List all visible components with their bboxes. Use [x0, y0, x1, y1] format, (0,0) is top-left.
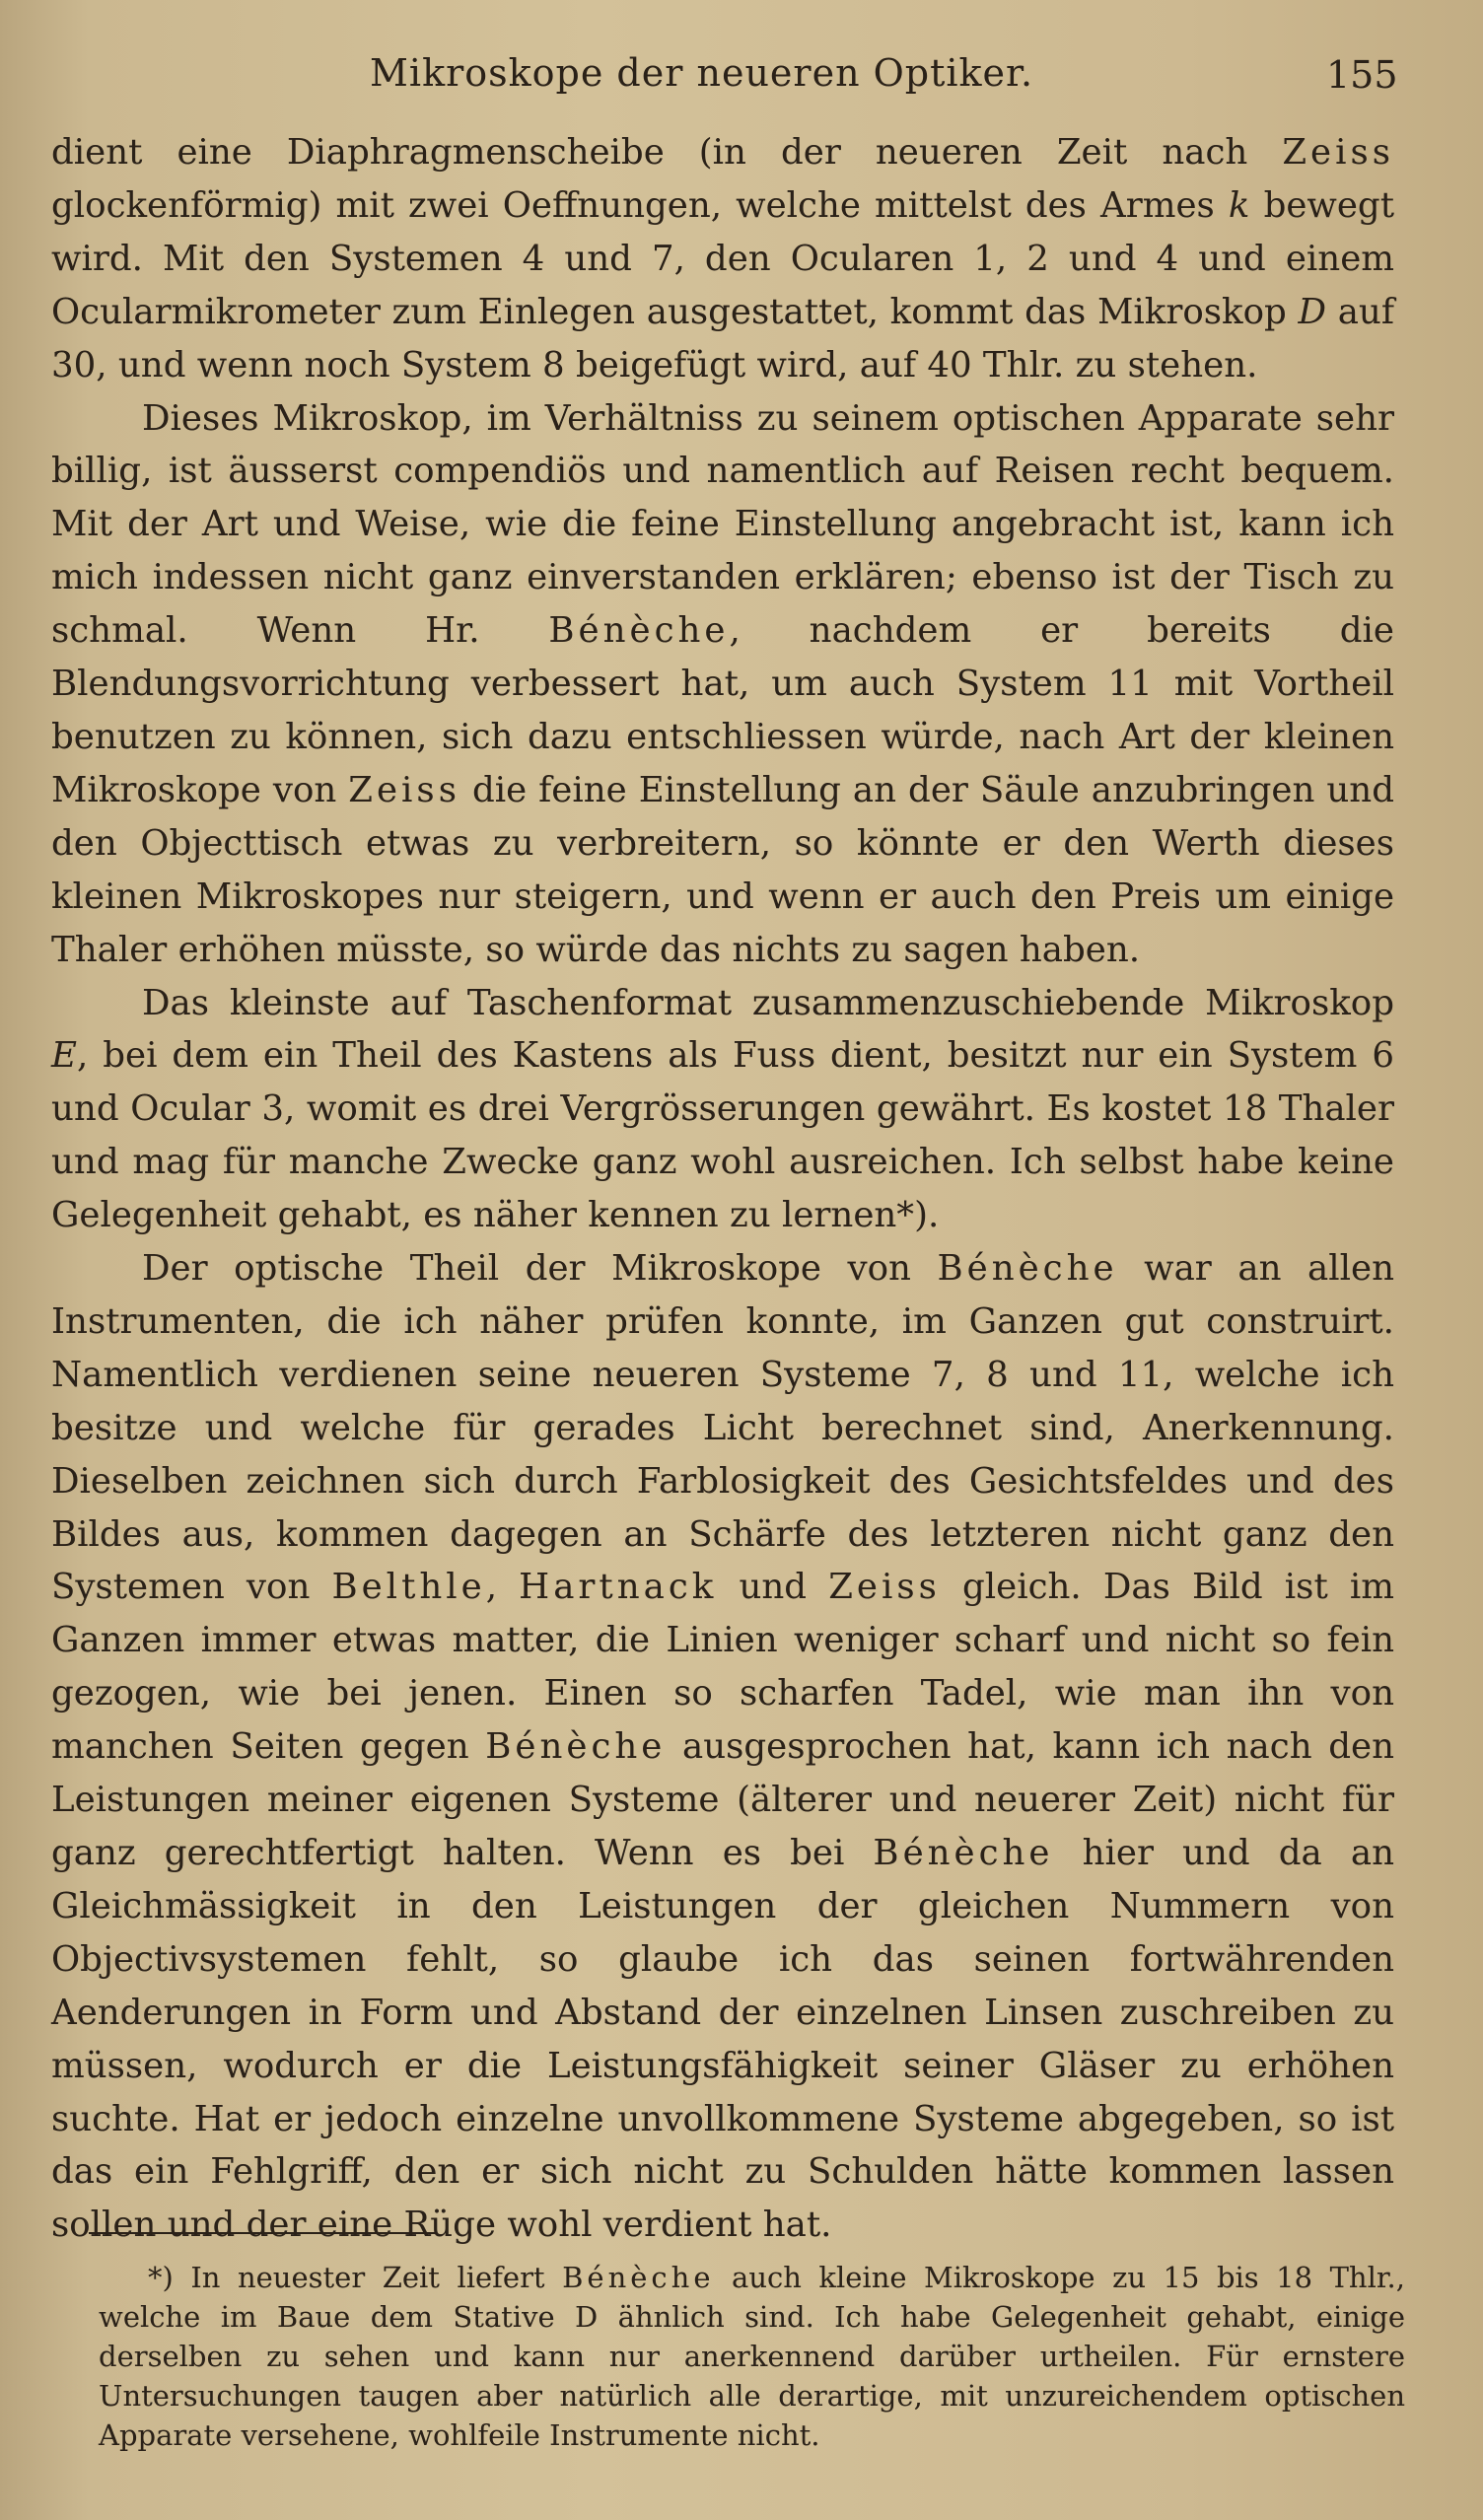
- text-run: auch kleine Mikroskope zu 15 bis 18 Thlr., welche im Baue dem Stative D ähnlich sind. Ich habe Gelegenheit gehabt, einige derselben zu sehen und kann nur anerkennend darüber urtheilen. Für ernstere Untersuchungen taugen aber natürlich alle derartige, mit unzureichendem optischen Apparate versehene, wohlfeile Instrumente nicht.: [99, 2261, 1405, 2452]
- paragraph: [51, 1242, 1394, 2252]
- name-emphasis: Zeiss: [828, 1567, 941, 1608]
- text-run: , nachdem er bereits die Blendungsvorrichtung verbessert hat, um auch System 11 mit Vortheil benutzen zu können, sich dazu entschliessen würde, nach Art der kleinen Mikroskope von: [51, 610, 1394, 810]
- name-emphasis: Bénèche: [485, 1726, 667, 1768]
- text-run: ausgesprochen hat, kann ich nach den Leistungen meiner eigenen Systeme (älterer und neuerer Zeit) nicht für ganz gerechtfertigt halten. Wenn es bei: [51, 1726, 1394, 1873]
- name-emphasis: Zeiss: [348, 769, 460, 810]
- running-header: [0, 51, 1483, 110]
- text-run: dient eine Diaphragmenscheibe (in der neueren Zeit nach: [51, 132, 1283, 173]
- text-run: auf 30, und wenn noch System 8 beigefügt wird, auf 40 Thlr. zu stehen.: [51, 291, 1394, 385]
- paragraph: [51, 977, 1394, 1243]
- text-run: Dieses Mikroskop, im Verhältniss zu seinem optischen Apparate sehr billig, ist äusserst compendiös und namentlich auf Reisen recht bequem. Mit der Art und Weise, wie die feine Einstellung angebracht ist, kann ich mich indessen nicht ganz einverstanden erklären; ebenso ist der Tisch zu schmal. Wenn Hr.: [51, 397, 1394, 652]
- text-run: , bei dem ein Theil des Kastens als Fuss dient, besitzt nur ein System 6 und Ocular 3, womit es drei Vergrösserungen gewährt. Es kostet 18 Thaler und mag für manche Zwecke ganz wohl ausreichen. Ich selbst habe keine Gelegenheit gehabt, es näher kennen zu lernen*).: [51, 1035, 1394, 1236]
- text-run: hier und da an Gleichmässigkeit in den Leistungen der gleichen Nummern von Objectivsystemen fehlt, so glaube ich das seinen fortwährenden Aenderungen in Form und Abstand der einzelnen Linsen zuschreiben zu müssen, wodurch er die Leistungsfähigkeit seiner Gläser zu erhöhen suchte. Hat er jedoch einzelne unvollkommene Systeme abgegeben, so ist das ein Fehlgriff, den er sich nicht zu Schulden hätte kommen lassen sollen und der eine Rüge wohl verdient hat.: [51, 1833, 1394, 2246]
- name-emphasis: Bénèche: [562, 2261, 715, 2294]
- italic-letter: E: [51, 1035, 77, 1077]
- footnote: [99, 2258, 1405, 2455]
- name-emphasis: Belthle: [331, 1567, 486, 1608]
- name-emphasis: Hartnack: [519, 1567, 718, 1608]
- footnote-divider: [89, 2232, 436, 2234]
- name-emphasis: Bénèche: [548, 610, 730, 652]
- footnotes: [99, 2258, 1405, 2455]
- text-run: *) In neuester Zeit liefert: [148, 2261, 563, 2294]
- running-title: Mikroskope der neueren Optiker.: [370, 51, 1034, 95]
- text-run: glockenförmig) mit zwei Oeffnungen, welche mittelst des Armes: [51, 184, 1229, 226]
- text-run: war an allen Instrumenten, die ich näher prüfen konnte, im Ganzen gut construirt. Namentlich verdienen seine neueren Systeme 7, 8 und 11, welche ich besitze und welche für gerades Licht berechnet sind, Anerkennung. Dieselben zeichnen sich durch Farblosigkeit des Gesichtsfeldes und des Bildes aus, kommen dagegen an Schärfe des letzteren nicht ganz den Systemen von: [51, 1248, 1394, 1608]
- page-number: 155: [1326, 53, 1398, 97]
- text-run: Der optische Theil der Mikroskope von: [142, 1248, 938, 1290]
- italic-letter: k: [1228, 184, 1250, 226]
- name-emphasis: Zeiss: [1282, 132, 1394, 173]
- text-run: die feine Einstellung an der Säule anzubringen und den Objecttisch etwas zu verbreitern, so könnte er den Werth dieses kleinen Mikroskopes nur steigern, und wenn er auch den Preis um einige Thaler erhöhen müsste, so würde das nichts zu sagen haben.: [51, 769, 1394, 970]
- paragraph: [51, 126, 1394, 392]
- text-run: und: [717, 1567, 829, 1608]
- paragraph: [51, 392, 1394, 977]
- text-run: Das kleinste auf Taschenformat zusammenzuschiebende Mikroskop: [142, 982, 1394, 1023]
- name-emphasis: Bénèche: [873, 1833, 1054, 1873]
- text-run: ,: [485, 1567, 520, 1608]
- italic-letter: D: [1298, 291, 1327, 332]
- name-emphasis: Bénèche: [937, 1248, 1118, 1290]
- text-run: bewegt wird. Mit den Systemen 4 und 7, den Ocularen 1, 2 und 4 und einem Ocularmikrometer zum Einlegen ausgestattet, kommt das Mikroskop: [51, 184, 1394, 332]
- main-text: [51, 126, 1394, 2252]
- text-run: gleich. Das Bild ist im Ganzen immer etwas matter, die Linien weniger scharf und nicht so fein gezogen, wie bei jenen. Einen so scharfen Tadel, wie man ihn von manchen Seiten gegen: [51, 1567, 1394, 1768]
